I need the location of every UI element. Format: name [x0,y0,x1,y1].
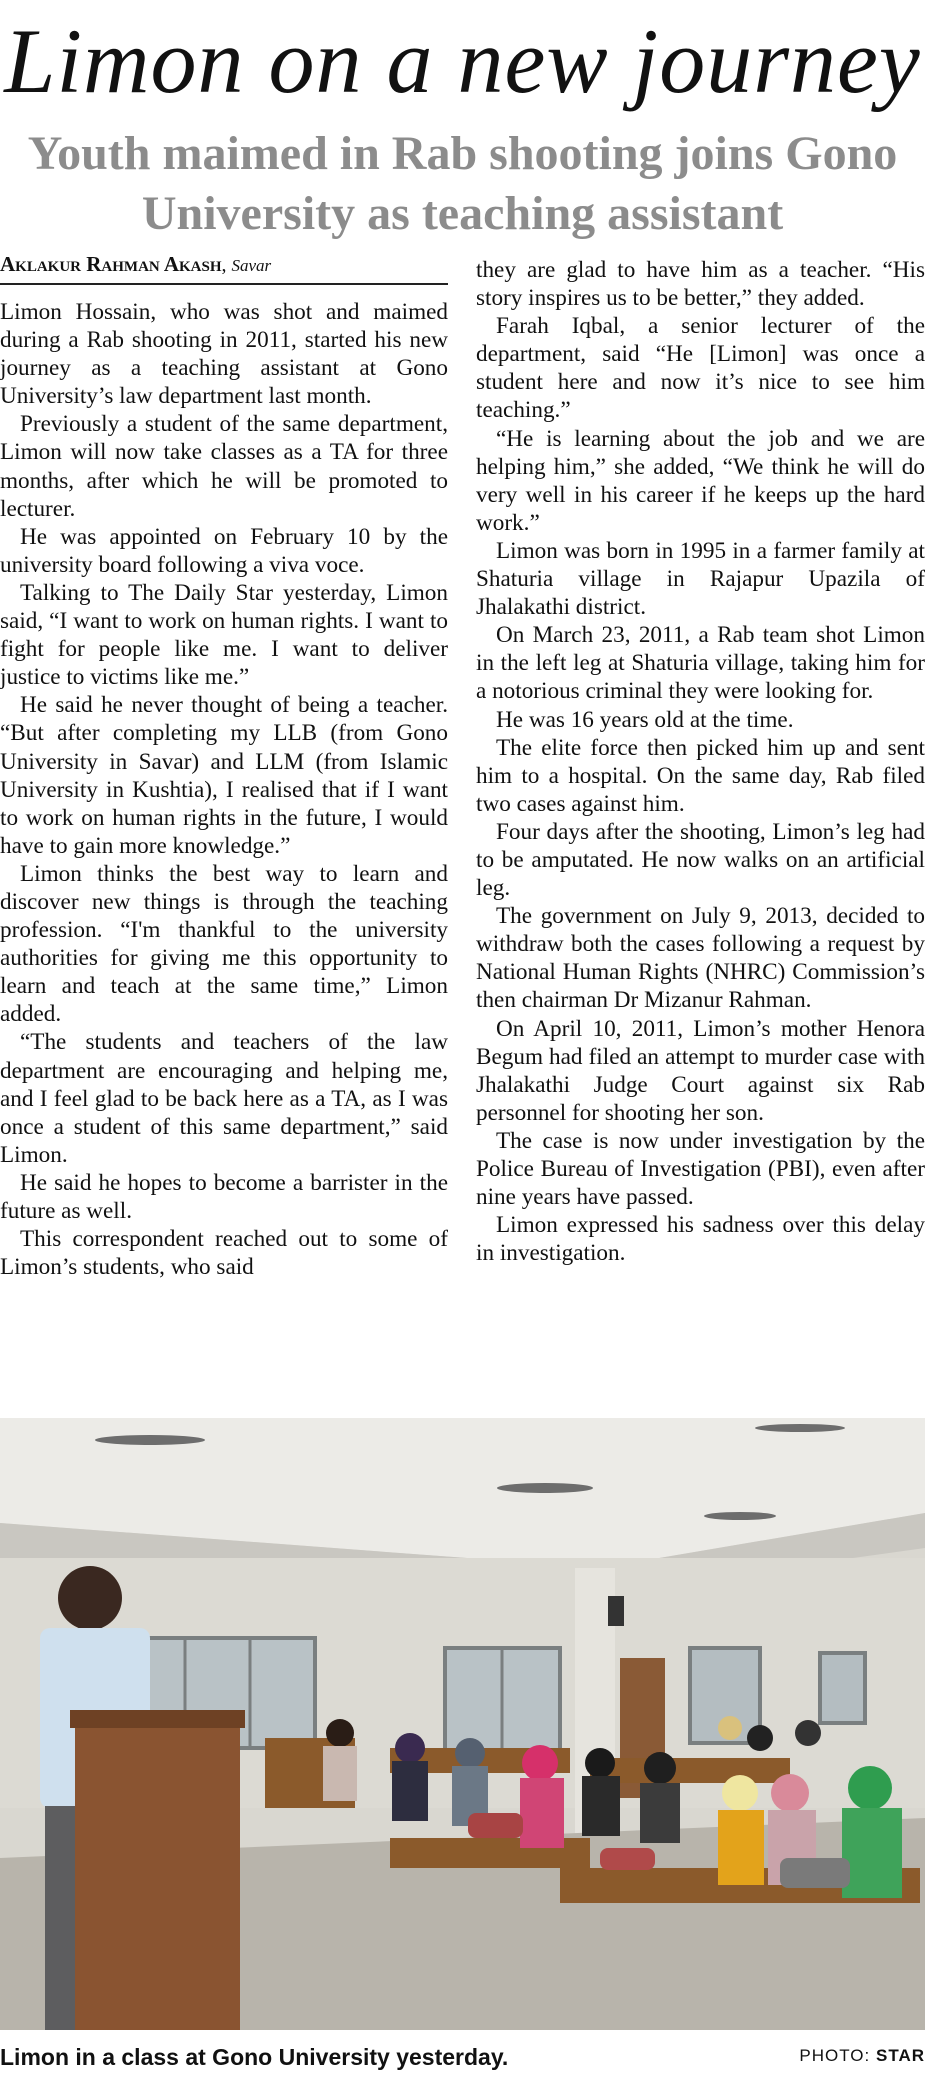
paragraph: Four days after the shooting, Limon’s leg had to be amputated. He now walks on an artificial leg. [476,818,925,902]
paragraph: “The students and teachers of the law department are encouraging and helping me, and I feel glad to be back here as a TA, as I was once a student of this same department,” said Limon. [0,1029,448,1168]
byline: Aklakur Rahman Akash, Savar [0,252,448,285]
paragraph: On March 23, 2011, a Rab team shot Limon in the left leg at Shaturia village, taking him for a notorious criminal they were looking for. [476,622,925,705]
caption-text: Limon in a class at Gono University yesterday. [0,2044,509,2070]
photo-credit [799,2046,925,2066]
paragraph: Talking to The Daily Star yesterday, Limon said, “I want to work on human rights. I want to fight for people like me. I want to deliver justice to victims like me.” [0,579,448,691]
classroom-photo [0,1418,925,2030]
paragraph: He was 16 years old at the time. [496,706,794,733]
byline-location: Savar [231,256,272,275]
photo-caption [0,2036,925,2082]
paragraph: Farah Iqbal, a senior lecturer of the department, said “He [Limon] was once a student here and now it’s nice to see him teaching.” [476,313,925,424]
article-column-2 [476,256,925,1267]
paragraph: Limon expressed his sadness over this delay in investigation. [476,1212,925,1267]
paragraph: The government on July 9, 2013, decided to withdraw both the cases following a request by National Human Rights (NHRC) Commission’s then chairman Dr Mizanur Rahman. [476,903,925,1014]
article-column-1 [0,298,448,1281]
headline: Limon on a new journey [4,10,921,112]
paragraph: Previously a student of the same department, Limon will now take classes as a TA for three months, after which he will be promoted to lecturer. [0,411,448,522]
paragraph: they are glad to have him as a teacher. “His story inspires us to be better,” they added. [476,257,925,312]
paragraph: The elite force then picked him up and sent him to a hospital. On the same day, Rab filed two cases against him. [476,734,925,817]
paragraph: He said he never thought of being a teacher. “But after completing my LLB (from Gono University in Savar) and LLM (from Islamic University in Kushtia), I realised that if I want to work on human rights in the future, I would have to gain more knowledge.” [0,692,448,859]
paragraph: Limon was born in 1995 in a farmer family at Shaturia village in Rajapur Upazila of Jhalakathi district. [476,537,925,621]
paragraph: This correspondent reached out to some of Limon’s students, who said [0,1226,448,1281]
paragraph: “He is learning about the job and we are helping him,” she added, “We think he will do very well in his career if he keeps up the hard work.” [476,425,925,536]
paragraph: The case is now under investigation by the Police Bureau of Investigation (PBI), even after nine years have passed. [476,1127,925,1211]
paragraph: On April 10, 2011, Limon’s mother Henora Begum had filed an attempt to murder case with Jhalakathi Judge Court against six Rab personnel for shooting her son. [476,1015,925,1126]
subheadline: Youth maimed in Rab shooting joins Gono University as teaching assistant [27,127,898,240]
paragraph: He was appointed on February 10 by the university board following a viva voce. [0,523,448,578]
paragraph: He said he hopes to become a barrister in the future as well. [0,1169,448,1224]
paragraph: Limon Hossain, who was shot and maimed during a Rab shooting in 2011, started his new journey as a teaching assistant at Gono University’s law department last month. [0,299,448,410]
credit-label: PHOTO: [799,2046,871,2065]
paragraph: Limon thinks the best way to learn and discover new things is through the teaching profession. “I'm thankful to the university authorities for giving me this opportunity to learn and teach at the same time,” Limon added. [0,860,448,1028]
credit-source: STAR [875,2046,925,2065]
byline-author: Aklakur Rahman Akash [0,252,222,276]
